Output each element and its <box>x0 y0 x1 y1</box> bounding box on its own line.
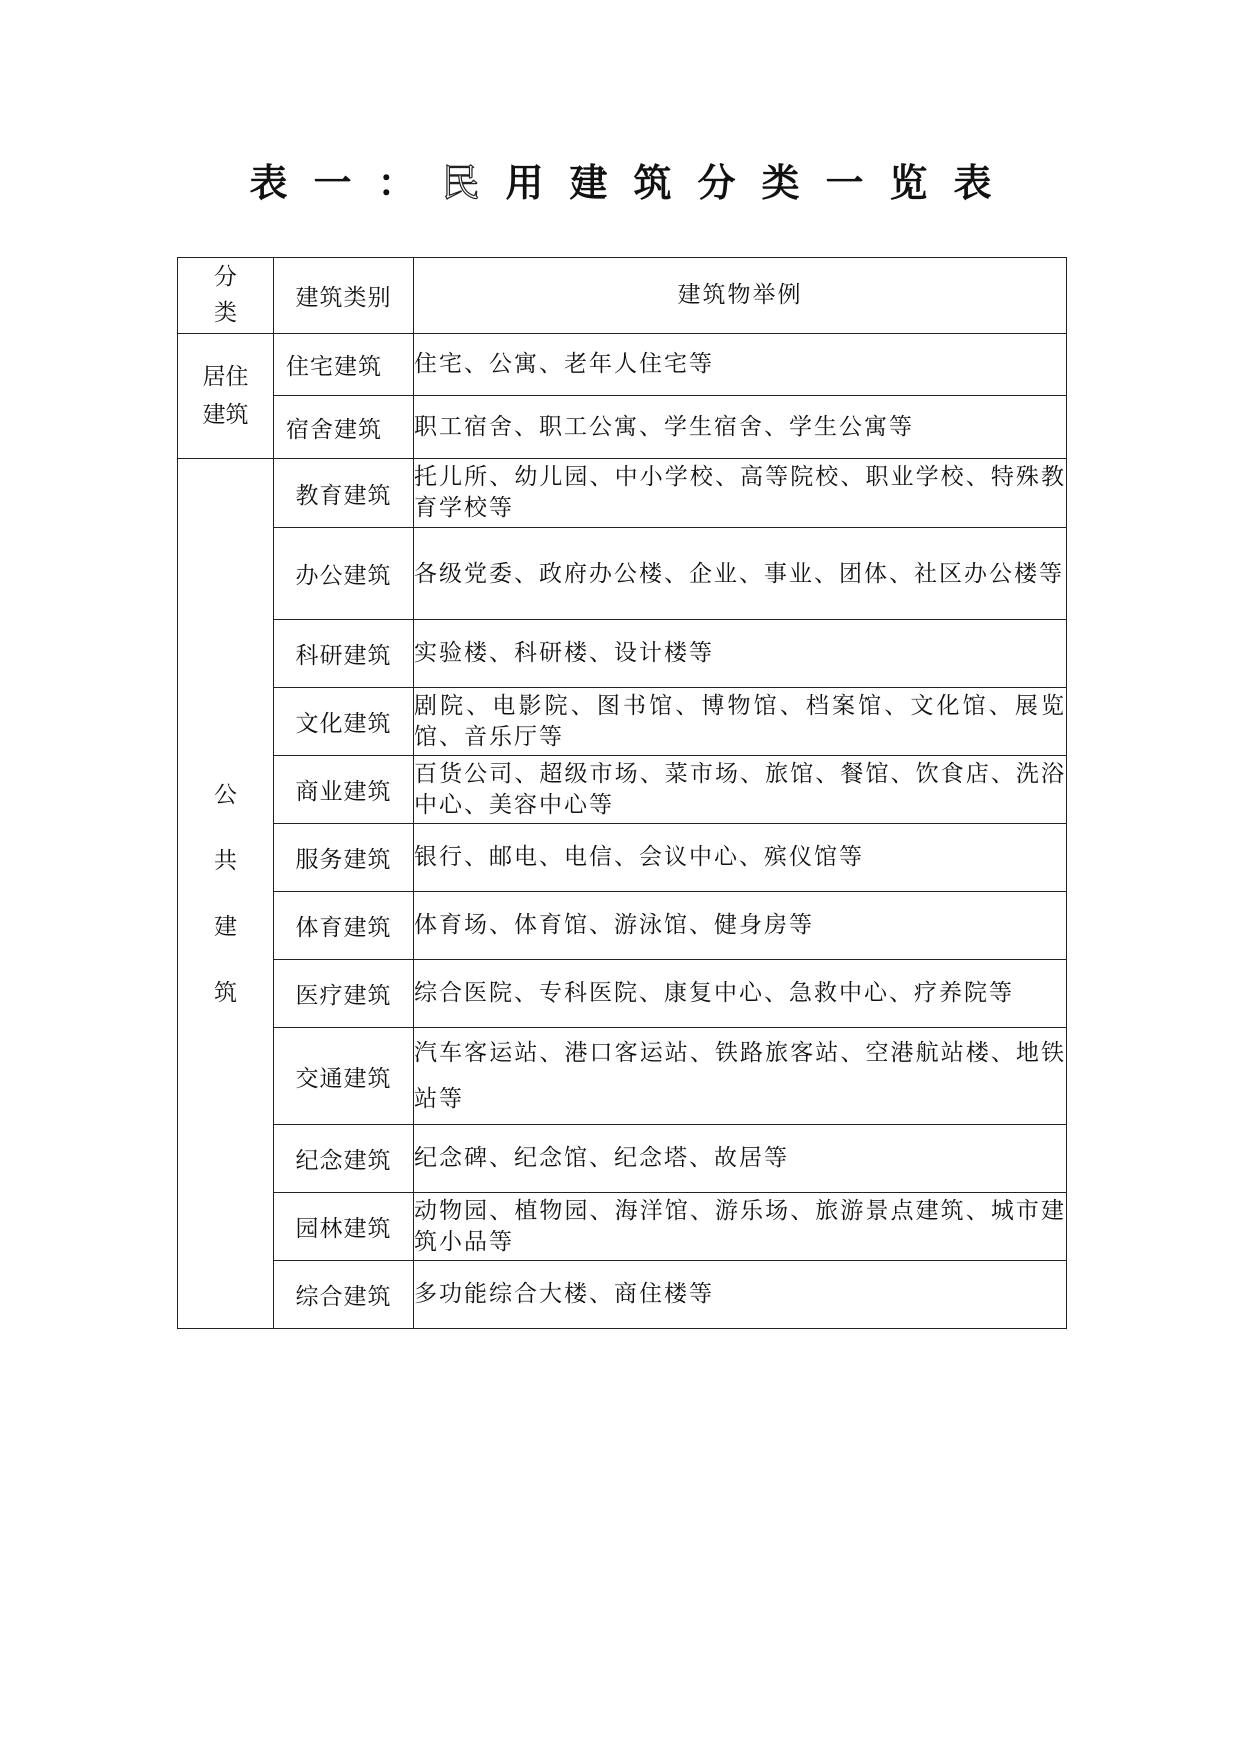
table-row <box>178 892 1067 960</box>
examples-cell: 体育场、体育馆、游泳馆、健身房等 <box>414 892 1067 960</box>
table-row <box>178 528 1067 620</box>
table-row <box>178 688 1067 756</box>
type-cell: 教育建筑 <box>274 459 414 528</box>
table-row <box>178 1193 1067 1261</box>
title-outlined-char: 民 <box>441 161 506 205</box>
table-row <box>178 1028 1067 1125</box>
type-cell: 住宅建筑 <box>274 334 414 396</box>
examples-cell: 汽车客运站、港口客运站、铁路旅客站、空港航站楼、地铁站等 <box>414 1028 1067 1125</box>
examples-cell: 剧院、电影院、图书馆、博物馆、档案馆、文化馆、展览馆、音乐厅等 <box>414 688 1067 756</box>
table-row <box>178 756 1067 824</box>
category-residential: 居住建筑 <box>178 334 274 459</box>
type-cell: 医疗建筑 <box>274 960 414 1028</box>
table-row <box>178 1261 1067 1329</box>
table-row <box>178 824 1067 892</box>
type-cell: 商业建筑 <box>274 756 414 824</box>
type-cell: 文化建筑 <box>274 688 414 756</box>
examples-cell: 动物园、植物园、海洋馆、游乐场、旅游景点建筑、城市建筑小品等 <box>414 1193 1067 1261</box>
examples-cell: 多功能综合大楼、商住楼等 <box>414 1261 1067 1329</box>
page-title <box>0 155 1241 211</box>
header-examples: 建筑物举例 <box>414 258 1067 334</box>
table-row <box>178 396 1067 459</box>
table-header-row <box>178 258 1067 334</box>
table-row <box>178 334 1067 396</box>
type-cell: 纪念建筑 <box>274 1125 414 1193</box>
type-cell: 办公建筑 <box>274 528 414 620</box>
category-public: 公共建筑 <box>178 459 274 1329</box>
examples-cell: 托儿所、幼儿园、中小学校、高等院校、职业学校、特殊教育学校等 <box>414 459 1067 528</box>
table-row <box>178 1125 1067 1193</box>
type-cell: 体育建筑 <box>274 892 414 960</box>
examples-cell: 职工宿舍、职工公寓、学生宿舍、学生公寓等 <box>414 396 1067 459</box>
examples-cell: 住宅、公寓、老年人住宅等 <box>414 334 1067 396</box>
examples-cell: 百货公司、超级市场、菜市场、旅馆、餐馆、饮食店、洗浴中心、美容中心等 <box>414 756 1067 824</box>
header-category: 分类 <box>178 258 274 334</box>
examples-cell: 实验楼、科研楼、设计楼等 <box>414 620 1067 688</box>
type-cell: 综合建筑 <box>274 1261 414 1329</box>
examples-cell: 综合医院、专科医院、康复中心、急救中心、疗养院等 <box>414 960 1067 1028</box>
title-rest: 用建筑分类一览表 <box>505 161 1018 205</box>
building-classification-table <box>177 257 1067 1329</box>
title-prefix: 表一： <box>249 161 442 205</box>
examples-cell: 纪念碑、纪念馆、纪念塔、故居等 <box>414 1125 1067 1193</box>
type-cell: 园林建筑 <box>274 1193 414 1261</box>
examples-cell: 各级党委、政府办公楼、企业、事业、团体、社区办公楼等 <box>414 528 1067 620</box>
table-row <box>178 459 1067 528</box>
type-cell: 服务建筑 <box>274 824 414 892</box>
table-row <box>178 620 1067 688</box>
table-row <box>178 960 1067 1028</box>
header-type: 建筑类别 <box>274 258 414 334</box>
examples-cell: 银行、邮电、电信、会议中心、殡仪馆等 <box>414 824 1067 892</box>
type-cell: 科研建筑 <box>274 620 414 688</box>
type-cell: 交通建筑 <box>274 1028 414 1125</box>
type-cell: 宿舍建筑 <box>274 396 414 459</box>
